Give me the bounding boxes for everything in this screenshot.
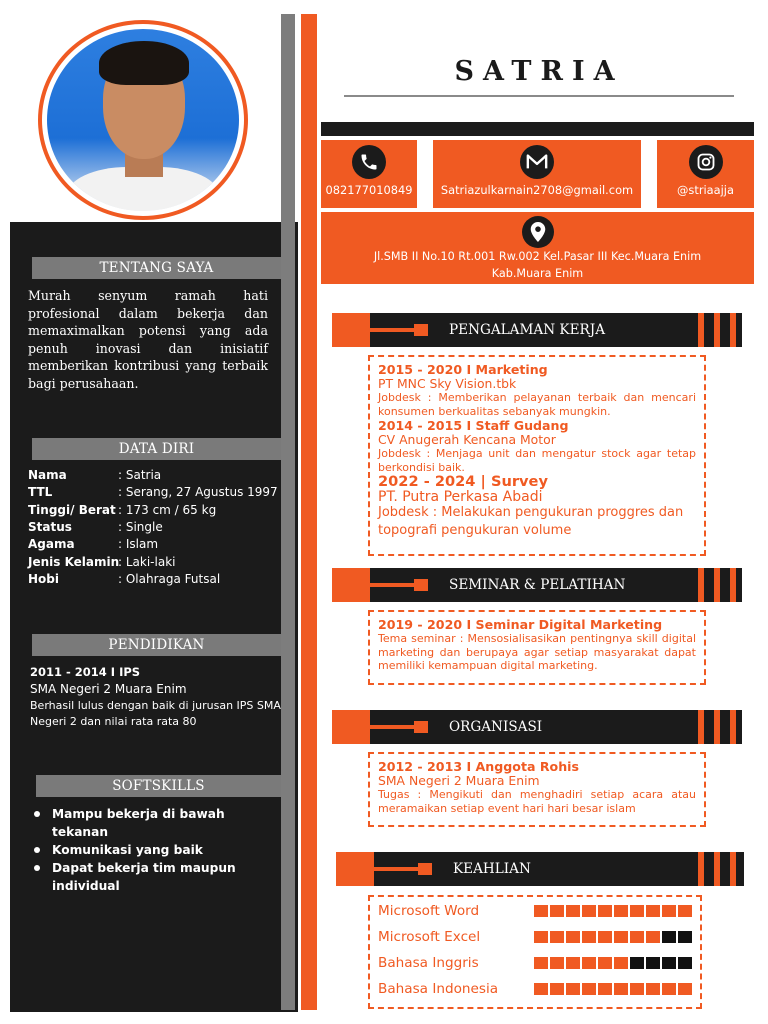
skill-level-bar [534, 931, 694, 943]
personal-data-value: : Satria [118, 468, 162, 482]
skill-level-cell [582, 905, 596, 917]
profile-photo-frame [38, 20, 248, 220]
personal-data-key: Tinggi/ Berat [28, 502, 116, 517]
instagram-handle: @striaajja [677, 183, 734, 197]
experience-description: Jobdesk : Menjaga unit dan mengatur stock agar tetap berkondisi baik. [378, 447, 696, 474]
experience-description: Jobdesk : Melakukan pengukuran proggres dan topografi pengukuran volume [378, 505, 684, 538]
organization-name: SMA Negeri 2 Muara Enim [378, 773, 540, 788]
education-heading: PENDIDIKAN [32, 634, 281, 656]
softskill-item: Mampu bekerja di bawah tekanan [32, 805, 280, 841]
about-text: Murah senyum ramah hati profesional dalam bekerja dan memaximalkan potensi yang ada penuh inovasi dan inisiatif memberikan kontribusi yang terbaik bagi perusahaan. [28, 288, 268, 391]
location-pin-icon [522, 216, 554, 248]
skill-level-cell [550, 957, 564, 969]
experience-title: 2014 - 2015 I Staff Gudang [378, 418, 569, 433]
skill-level-cell [614, 957, 628, 969]
person-name: SATRIA [454, 56, 624, 87]
skill-level-cell [566, 905, 580, 917]
seminar-box [368, 610, 706, 685]
experience-item [378, 418, 696, 474]
skill-level-cell [566, 983, 580, 995]
personal-data-row [28, 467, 283, 484]
education-entry [30, 664, 282, 730]
seminar-heading: SEMINAR & PELATIHAN [449, 577, 626, 593]
experience-section-header [332, 313, 742, 347]
skill-row [378, 928, 698, 946]
skill-level-cell [534, 957, 548, 969]
experience-item [378, 474, 696, 540]
experience-company: PT. Putra Perkasa Abadi [378, 489, 543, 505]
personal-data-row [28, 536, 283, 553]
phone-contact-box [321, 140, 417, 208]
orange-vertical-bar [301, 14, 317, 1010]
skills-box [368, 895, 702, 1009]
personal-data-row [28, 571, 283, 588]
skill-level-cell [630, 905, 644, 917]
address-contact-box [321, 212, 754, 284]
skill-level-cell [630, 957, 644, 969]
education-school: SMA Negeri 2 Muara Enim [30, 682, 187, 696]
skill-name: Bahasa Indonesia [378, 981, 499, 997]
personal-data-value: : Laki-laki [118, 554, 176, 569]
personal-data-row [28, 519, 283, 536]
instagram-contact-box [657, 140, 754, 208]
phone-number: 082177010849 [325, 183, 413, 197]
gray-vertical-bar [281, 14, 295, 1010]
skill-level-cell [598, 931, 612, 943]
experience-title: 2015 - 2020 I Marketing [378, 362, 548, 377]
skill-level-cell [550, 983, 564, 995]
skills-heading: KEAHLIAN [453, 861, 531, 877]
skill-level-cell [550, 931, 564, 943]
phone-icon [352, 145, 386, 179]
personal-data-value: : Olahraga Futsal [118, 571, 221, 586]
softskill-item: Komunikasi yang baik [32, 841, 280, 859]
personal-data-key: TTL [28, 485, 53, 500]
skill-level-cell [646, 957, 660, 969]
email-icon [520, 145, 554, 179]
email-address: Satriazulkarnain2708@gmail.com [440, 183, 634, 197]
personal-data-row [28, 554, 283, 571]
education-description: Berhasil lulus dengan baik di jurusan IPS SMA Negeri 2 dan nilai rata rata 80 [30, 699, 281, 728]
seminar-section-header [332, 568, 742, 602]
personal-data-value: : 173 cm / 65 kg [118, 502, 217, 517]
skill-level-cell [598, 983, 612, 995]
skill-level-cell [534, 905, 548, 917]
skill-level-bar [534, 905, 694, 917]
skill-level-cell [534, 983, 548, 995]
personal-data-value: : Islam [118, 537, 159, 552]
header-band [321, 122, 754, 136]
skill-level-cell [582, 983, 596, 995]
organization-title: 2012 - 2013 I Anggota Rohis [378, 759, 579, 774]
personal-data-heading: DATA DIRI [32, 438, 281, 460]
skill-level-cell [646, 931, 660, 943]
experience-company: CV Anugerah Kencana Motor [378, 432, 556, 447]
seminar-description: Tema seminar : Mensosialisasikan pentingnya skill digital marketing dan berupaya agar setiap masyarakat dapat memiliki kemampuan digital marketing. [378, 632, 696, 672]
education-period: 2011 - 2014 I IPS [30, 665, 141, 679]
personal-data-key: Jenis Kelamin [28, 554, 120, 569]
personal-data-key: Nama [28, 468, 67, 482]
organization-description: Tugas : Mengikuti dan menghadiri setiap acara atau meramaikan setiap event hari hari besar islam [378, 788, 696, 815]
personal-data-key: Status [28, 519, 72, 534]
skill-level-cell [582, 957, 596, 969]
skill-name: Microsoft Word [378, 903, 480, 919]
skill-level-cell [598, 905, 612, 917]
skill-level-bar [534, 957, 694, 969]
experience-box [368, 355, 706, 556]
skill-level-cell [646, 905, 660, 917]
skill-level-cell [614, 931, 628, 943]
personal-data-value: : Single [118, 519, 163, 534]
personal-data-value: : Serang, 27 Agustus 1997 [118, 485, 278, 500]
personal-data-row [28, 502, 283, 519]
skill-level-cell [678, 957, 692, 969]
organization-section-header [332, 710, 742, 744]
skill-name: Microsoft Excel [378, 929, 481, 945]
experience-title: 2022 - 2024 | Survey [378, 473, 548, 490]
skill-level-cell [550, 905, 564, 917]
skill-level-bar [534, 983, 694, 995]
about-heading: TENTANG SAYA [32, 257, 281, 279]
personal-data-key: Agama [28, 537, 75, 552]
skill-level-cell [678, 905, 692, 917]
personal-data-key: Hobi [28, 571, 59, 586]
skill-level-cell [630, 983, 644, 995]
skill-level-cell [678, 931, 692, 943]
email-contact-box [433, 140, 641, 208]
skill-level-cell [662, 931, 676, 943]
instagram-icon [689, 145, 723, 179]
skill-level-cell [534, 931, 548, 943]
skills-section-header [336, 852, 744, 886]
skill-level-cell [662, 957, 676, 969]
skill-level-cell [566, 957, 580, 969]
skill-name: Bahasa Inggris [378, 955, 479, 971]
experience-heading: PENGALAMAN KERJA [449, 322, 606, 338]
skill-level-cell [614, 983, 628, 995]
experience-description: Jobdesk : Memberikan pelayanan terbaik dan mencari konsumen berkualitas sebanyak mungkin. [378, 391, 696, 418]
home-address: Jl.SMB II No.10 Rt.001 Rw.002 Kel.Pasar III Kec.Muara Enim Kab.Muara Enim [373, 250, 702, 280]
skill-level-cell [614, 905, 628, 917]
skill-level-cell [598, 957, 612, 969]
seminar-title: 2019 - 2020 I Seminar Digital Marketing [378, 617, 663, 632]
skill-row [378, 902, 698, 920]
organization-box [368, 752, 706, 827]
skill-level-cell [646, 983, 660, 995]
skill-row [378, 954, 698, 972]
skill-row [378, 980, 698, 998]
organization-heading: ORGANISASI [449, 719, 543, 735]
skill-level-cell [678, 983, 692, 995]
skill-level-cell [662, 905, 676, 917]
profile-photo [47, 29, 239, 211]
personal-data-row [28, 484, 283, 501]
experience-item [378, 362, 696, 418]
name-underline [344, 95, 734, 97]
skill-level-cell [582, 931, 596, 943]
softskills-heading: SOFTSKILLS [36, 775, 281, 797]
softskill-item: Dapat bekerja tim maupun individual [32, 859, 280, 895]
skill-level-cell [662, 983, 676, 995]
skill-level-cell [630, 931, 644, 943]
softskills-list [32, 805, 280, 895]
experience-company: PT MNC Sky Vision.tbk [378, 376, 517, 391]
skill-level-cell [566, 931, 580, 943]
